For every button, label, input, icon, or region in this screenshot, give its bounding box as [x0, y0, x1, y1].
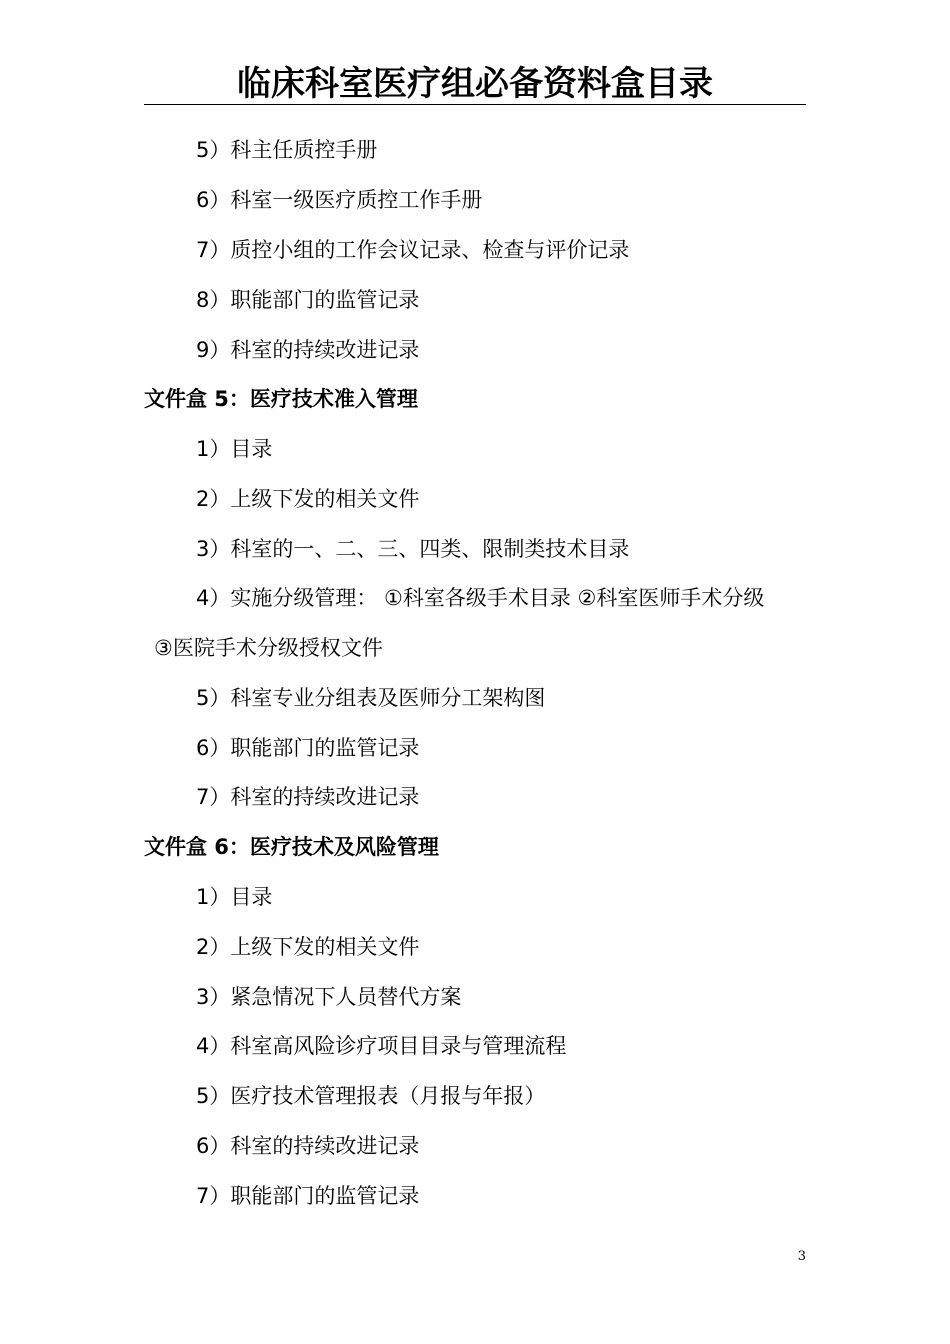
list-item: 7）职能部门的监管记录: [196, 1184, 420, 1208]
list-item: 8）职能部门的监管记录: [196, 288, 420, 312]
list-item: 7）质控小组的工作会议记录、检查与评价记录: [196, 238, 630, 262]
list-item: 5）科室专业分组表及医师分工架构图: [196, 686, 546, 710]
list-item: 7）科室的持续改进记录: [196, 785, 420, 809]
list-item: 5）科主任质控手册: [196, 138, 378, 162]
list-item-continuation: ③医院手术分级授权文件: [154, 636, 383, 660]
list-item: 6）科室一级医疗质控工作手册: [196, 188, 483, 212]
page-title: 临床科室医疗组必备资料盒目录: [237, 64, 713, 104]
list-item: 4）科室高风险诊疗项目目录与管理流程: [196, 1034, 567, 1058]
list-item: 3）紧急情况下人员替代方案: [196, 985, 462, 1009]
list-item: 9）科室的持续改进记录: [196, 338, 420, 362]
list-item: 2）上级下发的相关文件: [196, 935, 420, 959]
list-item: 4）实施分级管理： ①科室各级手术目录 ②科室医师手术分级: [196, 586, 765, 610]
page-number: 3: [797, 1249, 806, 1264]
section-heading: 文件盒 5：医疗技术准入管理: [144, 387, 418, 411]
list-item: 5）医疗技术管理报表（月报与年报）: [196, 1084, 546, 1108]
list-item: 6）职能部门的监管记录: [196, 736, 420, 760]
list-item: 3）科室的一、二、三、四类、限制类技术目录: [196, 537, 630, 561]
list-item: 6）科室的持续改进记录: [196, 1134, 420, 1158]
list-item: 1）目录: [196, 885, 273, 909]
list-item: 2）上级下发的相关文件: [196, 487, 420, 511]
section-heading: 文件盒 6：医疗技术及风险管理: [144, 835, 439, 859]
title-underline: [144, 104, 806, 105]
list-item: 1）目录: [196, 437, 273, 461]
